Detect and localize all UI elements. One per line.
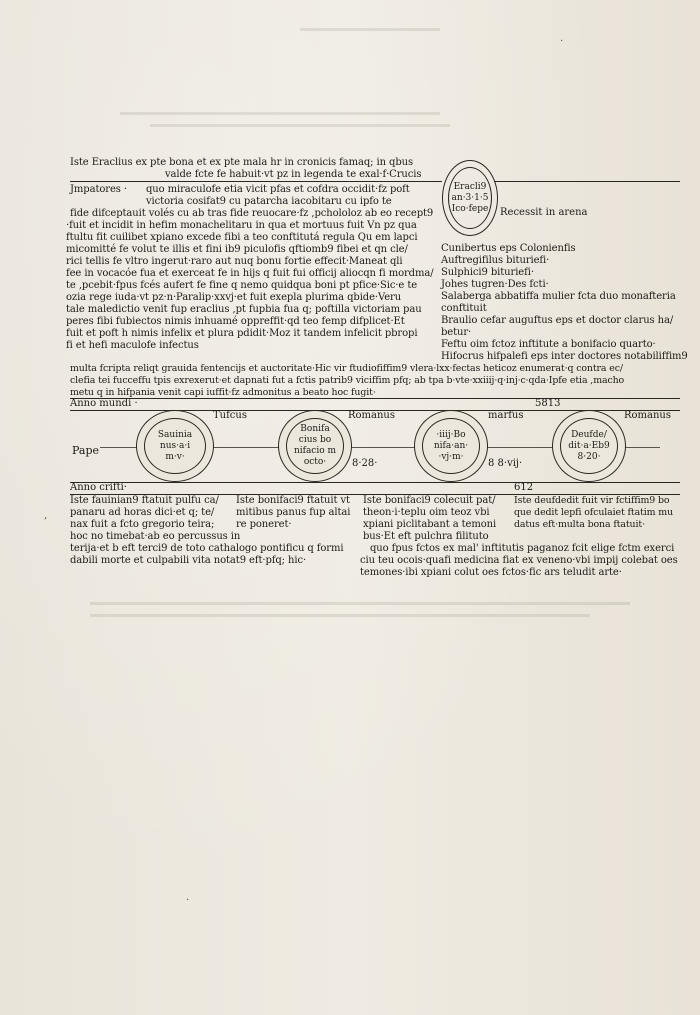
left-col-line: peres fibi fubiectos nimis inhuamé oppreffit·qd teo femp difplicet·Et [66,316,405,327]
bottom-col-3-line: theon·i·teplu oim teoz vbi [363,507,490,518]
right-col-line: Johes tugren·Des fcti· [441,279,549,290]
bottom-col-3-line: ciu teu ocois·quafi medicina fiat ex veneno·vbi impij colebat oes [360,555,678,566]
anno-cristi-value: 612 [514,482,534,493]
margin-mark: · [560,36,564,47]
header-line-1: Iste Eraclius ex pte bona et ex pte mala hr in cronicis famaq; in qbus [70,157,414,168]
nation-label: Romanus [348,410,396,421]
bottom-col-4-line: que dedit lepfi ofculaiet ftatim mu [514,507,674,518]
anno-mundi-value: 5813 [535,398,561,409]
bottom-col-1-line: hoc no timebat·ab eo percussus in [70,531,241,542]
margin-mark: , [44,510,48,521]
left-col-line: micomitté fe volut te illis et fini ib9 piculofis qftiomb9 fibei et qn cle/ [66,244,408,255]
right-col-line: Auftregifilus bituriefi· [441,255,550,266]
left-col-line: fuit et poft h nimis infelix et plura pdidit·Moz it tandem infelicit pbropi [66,328,418,339]
bottom-col-3-line: Iste bonifaci9 colecuit pat/ [363,495,496,506]
nation-label: Tufcus [213,410,247,421]
nation-label: marfus [488,410,524,421]
pope-side-number: 8·28· [352,458,378,469]
left-col-line: ozia rege iuda·vt pz·n·Paralip·xxvj·et fuit exepla plurima qbide·Veru [66,292,402,303]
bottom-col-2-line: Iste bonifaci9 ftatuit vt [236,495,350,506]
bleed-through-line [90,602,630,605]
full-line: clefia tei fucceffu tpis exrexerut·et dapnati fut a fctis patrib9 viciffim pfq; ab tpa b·vte·xxiiij·q·inj·c·qda·Ipfe etia ,macho [70,375,625,386]
left-col-line: fide difceptauit volés cu ab tras fide reuocare·fz ,pchololoz ab eo recept9 [70,208,434,219]
right-col-line: betur· [441,327,472,338]
left-col-line: tale maledictio venit fup eraclius ,pt fupbia fua q; poftilla victoriam pau [66,304,422,315]
pope-side-number: 8 8·vij· [488,458,523,469]
header-line-2: valde fcte fe habuit·vt pz in legenda te exal·f·Crucis [165,169,422,180]
top-right-label: Recessit in arena [500,207,588,218]
roundel-text: dit·a·Eb9 [568,440,610,451]
bottom-col-3-line: xpiani piclitabant a temoni [363,519,497,530]
full-line: multa fcripta reliqt grauida fentencijs et auctoritate·Hic vir ftudiofiffim9 vlera·lxx·fectas heticoz enumerat·q contra ec/ [70,363,623,374]
bottom-col-3-line: temones·ibi xpiani colut oes fctos·fic ars teludit arte· [360,567,622,578]
bottom-col-1-line: dabili morte et culpabili vita notat9 eft·pfq; hic· [70,555,307,566]
top-rule-right [494,181,680,182]
anno-mundi-rule-top [70,398,680,399]
bottom-col-4-line: datus eft·multa bona ftatuit· [514,519,645,530]
bleed-through-line [90,614,590,617]
imperatores-label: Jmpatores · [70,184,127,195]
roundel-text: 8·20· [577,451,601,462]
roundel-text: Eracli9 [453,181,487,192]
bottom-col-2-line: mitibus panus fup altai [236,507,351,518]
emperor-roundel [442,160,498,236]
left-col-line: te ,pcebit·fpus fcés aufert fe fine q nemo quidqua boni pt pfice·Sic·e te [66,280,418,291]
left-col-line: ·fuit et incidit in hefim monachelitaru in qua et mortuus fuit Vn pz qua [66,220,417,231]
roundel-text: ·vj·m· [438,451,464,462]
left-col-line: fi et hefi maculofe infectus [66,340,199,351]
left-col-line: fee in vocacóe fua et exerceat fe in hijs q fuit fui officij aliocqn fi mordma/ [66,268,434,279]
pope-roundel [552,410,626,482]
bottom-col-4-line: Iste deufdedit fuit vir fctiffim9 bo [514,495,670,506]
full-line: metu q in hifpania venit capi iuffit·fz admonitus a beato hoc fugit· [70,387,376,398]
pope-roundel [136,410,214,482]
anno-mundi-label: Anno mundi · [70,398,138,409]
bottom-col-2-line: re poneret· [236,519,292,530]
bleed-through-line [120,112,440,115]
roundel-text: Sauinia [157,429,193,440]
roundel-text: cius bo [298,435,332,445]
bleed-through-line [150,124,450,127]
bleed-through-line [300,28,440,31]
bottom-col-1-line: terija·et b eft terci9 de toto cathalogo pontificu q formi [70,543,344,554]
roundel-text: Bonifa [300,424,330,434]
bottom-col-1-line: nax fuit a fcto gregorio teira; [70,519,215,530]
right-col-line: Sulphici9 bituriefi· [441,267,534,278]
right-col-line: Braulio cefar auguftus eps et doctor clarus ha/ [441,315,674,326]
anno-cristi-rule-top [70,482,680,483]
bottom-col-3-line: bus·Et eft pulchra filituto [363,531,489,542]
roundel-text: an·3·1·5 [451,192,489,203]
right-col-line: conftituit [441,303,487,314]
bottom-col-3-line: quo fpus fctos ex mal' inftitutis paganoz fcit elige fctm exerci [370,543,675,554]
anno-cristi-label: Anno crifti· [70,482,127,493]
right-col-line: Salaberga abbatiffa mulier fcta duo monafteria [441,291,676,302]
top-rule-left [70,181,442,182]
left-col-line: quo miraculofe etia vicit pfas et cofdra occidit·fz poft [146,184,410,195]
roundel-text: nifa·an· [433,440,469,451]
roundel-text: ·iiij·Bo [436,429,466,440]
roundel-text: m·v· [165,451,185,462]
right-col-line: Feftu oim fctoz inftitute a bonifacio quarto· [441,339,656,350]
left-col-line: rici tellis fe vltro ingerut·raro aut nuq bonu fortie effecit·Maneat qli [66,256,403,267]
roundel-text: Ico·fepe [451,203,489,214]
bottom-col-1-line: panaru ad horas dici·et q; te/ [70,507,215,518]
roundel-text: octo· [303,457,327,467]
right-col-line: Cunibertus eps Colonienfis [441,243,576,254]
roundel-text: nifacio m [293,446,337,456]
roundel-text: nus·a·i [159,440,191,451]
right-col-line: Hifocrus hifpalefi eps inter doctores notabiliffim9 [441,351,688,362]
left-col-line: victoria cosifat9 cu patarcha iacobitaru cu ipfo te [146,196,392,207]
bottom-col-1-line: Iste fauinian9 ftatuit pulfu ca/ [70,495,219,506]
pape-label: Pape [72,444,100,457]
left-col-line: ftultu fit cuilibet xpiano excede fibi a teo conftitutá regula Qu em lapci [66,232,418,243]
pope-roundel [414,410,488,482]
margin-mark: · [186,895,190,906]
roundel-text: Deufde/ [571,429,607,440]
pope-roundel [278,410,352,482]
nation-label: Romanus [624,410,672,421]
